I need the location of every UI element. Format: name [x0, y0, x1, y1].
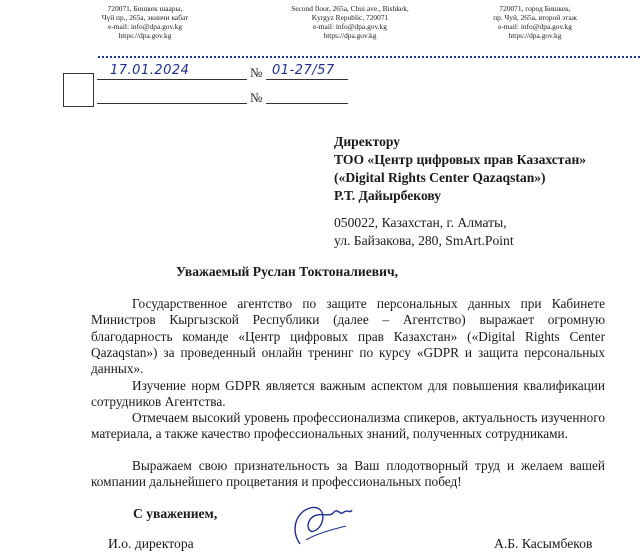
- recipient-address-line: 050022, Казахстан, г. Алматы,: [334, 215, 507, 230]
- header-center-line: Second floor, 265a, Chui ave., Bishkek,: [291, 4, 409, 13]
- recipient-line: Р.Т. Дайырбекову: [334, 188, 442, 203]
- signer-name: А.Б. Касымбеков: [494, 536, 593, 551]
- header-left-line: e-mail: info@dpa.gov.kg: [108, 22, 182, 31]
- handwritten-date: 17.01.2024: [110, 63, 190, 78]
- header-address-russian: [470, 4, 600, 40]
- header-center-line: e-mail: info@dpa.gov.kg: [313, 22, 387, 31]
- header-left-line: https://dpa.gov.kg: [118, 31, 172, 40]
- recipient-line: («Digital Rights Center Qazaqstan»): [334, 170, 546, 185]
- header-left-line: Чүй пр., 265а, экинчи кабат: [101, 13, 189, 22]
- recipient-block: [334, 133, 586, 205]
- header-center-line: Kyrgyz Republic, 720071: [311, 13, 389, 22]
- header-right-line: https://dpa.gov.kg: [508, 31, 562, 40]
- second-number-sign: №: [250, 90, 263, 105]
- corner-box: [63, 73, 94, 107]
- header-left-line: 720071, Бишкек шаары,: [107, 4, 183, 13]
- handwritten-number: 01-27/57: [272, 63, 335, 78]
- recipient-address: [334, 214, 514, 250]
- body-paragraph: Изучение норм GDPR является важным аспектом для повышения квалификации сотрудников Агентства.: [91, 378, 605, 410]
- body-paragraph: Отмечаем высокий уровень профессионализма спикеров, актуальность изученного материала, а также качество профессиональных знаний, полученных сотрудниками.: [91, 410, 605, 442]
- number-line: [266, 79, 348, 80]
- closing: С уважением,: [133, 506, 218, 521]
- header-address-english: [275, 4, 425, 40]
- greeting: Уважаемый Руслан Токтоналиевич,: [176, 264, 399, 279]
- signature-mark: [286, 500, 356, 546]
- body-paragraph: Выражаем свою признательность за Ваш плодотворный труд и желаем вашей компании дальнейшего процветания и профессиональных побед!: [91, 458, 605, 490]
- header-right-line: 720071, город Бишкек,: [499, 4, 571, 13]
- second-date-line: [97, 103, 247, 104]
- signer-position: И.о. директора: [108, 536, 194, 551]
- header-center-line: https://dpa.gov.kg: [323, 31, 377, 40]
- body-paragraph: Государственное агентство по защите персональных данных при Кабинете Министров Кыргызской Республики (далее – Агентство) выражает огромную благодарность команде «Центр цифровых прав Казахстан» («Digital Rights Center Qazaqstan») за проведенный онлайн тренинг по курсу «GDPR и защита персональных данных».: [91, 296, 605, 377]
- recipient-line: Директору: [334, 134, 401, 149]
- recipient-line: ТОО «Центр цифровых прав Казахстан»: [334, 152, 587, 167]
- second-number-line: [266, 103, 348, 104]
- header-right-line: e-mail: info@dpa.gov.kg: [498, 22, 572, 31]
- header-right-line: пр. Чуй, 265а, второй этаж: [493, 13, 577, 22]
- recipient-address-line: ул. Байзакова, 280, SmArt.Point: [334, 233, 514, 248]
- header-address-kyrgyz: [80, 4, 210, 40]
- header-divider: [98, 56, 640, 58]
- date-line: [97, 79, 247, 80]
- number-sign: №: [250, 65, 263, 80]
